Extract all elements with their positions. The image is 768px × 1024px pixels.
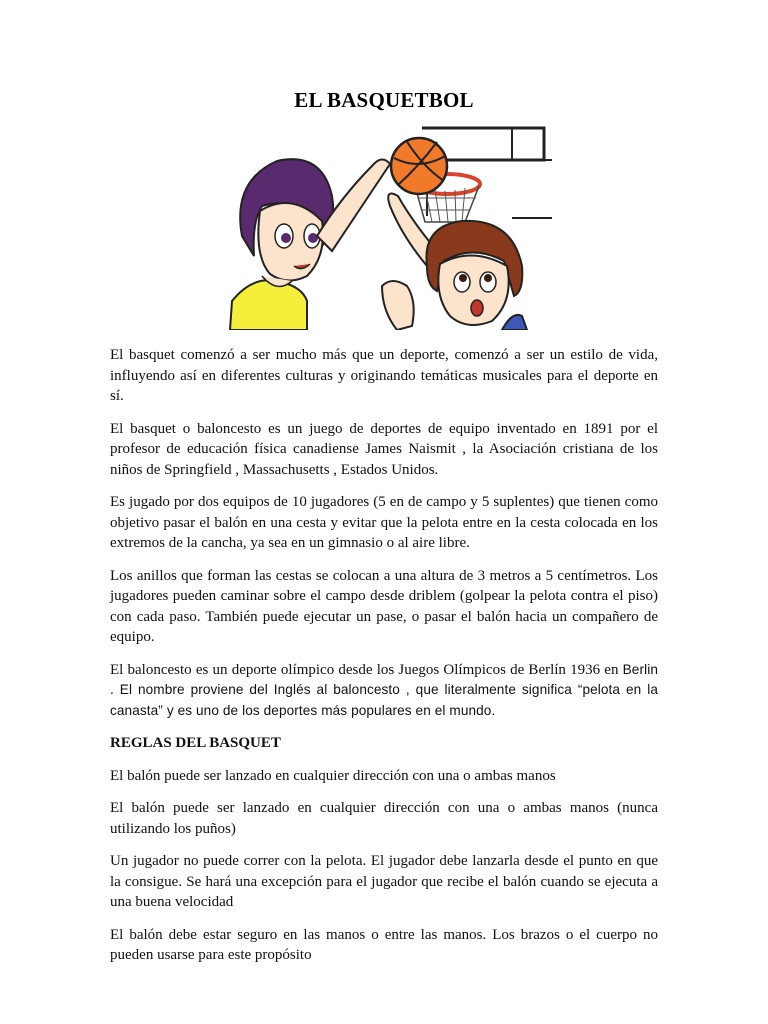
- paragraph-olympics-sans: Berlin . El nombre proviene del Inglés al baloncesto , que literalmente significa “pelota en la canasta” y es uno de los deportes más populares en el mundo.: [110, 661, 658, 718]
- rule-item: El balón puede ser lanzado en cualquier dirección con una o ambas manos (nunca utilizando los puños): [110, 800, 658, 837]
- rules-heading: REGLAS DEL BASQUET: [110, 735, 281, 751]
- document-title: EL BASQUETBOL: [294, 88, 474, 112]
- rule-item: El balón puede ser lanzado en cualquier dirección con una o ambas manos: [110, 767, 556, 784]
- paragraph-intro: El basquet comenzó a ser mucho más que un deporte, comenzó a ser un estilo de vida, influyendo así en diferentes culturas y originando temáticas musicales para el deporte en sí.: [110, 347, 658, 404]
- paragraph-teams: Es jugado por dos equipos de 10 jugadores (5 en de campo y 5 suplentes) que tienen como objetivo pasar el balón en una cesta y evitar que la pelota entre en la cesta colocada en los extremos de la cancha, ya sea en un gimnasio o al aire libre.: [110, 494, 658, 551]
- basketball-kids-illustration: [222, 126, 552, 330]
- paragraph-rings: Los anillos que forman las cestas se colocan a una altura de 3 metros a 5 centímetros. Los jugadores pueden caminar sobre el campo desde driblem (golpear la pelota contra el piso) con cada paso. También puede ejecutar un pase, o pasar el balón hacia un compañero de equipo.: [110, 567, 658, 645]
- document-body: [110, 345, 658, 978]
- rule-item: Un jugador no puede correr con la pelota. El jugador debe lanzarla desde el punto en que la consigue. Se hará una excepción para el jugador que recibe el balón cuando se ejecuta a una buena velocidad: [110, 853, 658, 910]
- paragraph-history: El basquet o baloncesto es un juego de deportes de equipo inventado en 1891 por el profesor de educación física canadiense James Naismit , la Asociación cristiana de los niños de Springfield , Massachusetts , Estados Unidos.: [110, 420, 658, 478]
- paragraph-olympics: [110, 660, 658, 722]
- rule-item: El balón debe estar seguro en las manos o entre las manos. Los brazos o el cuerpo no pueden usarse para este propósito: [110, 926, 658, 963]
- paragraph-olympics-serif: El baloncesto es un deporte olímpico desde los Juegos Olímpicos de Berlín 1936 en: [110, 661, 619, 678]
- basketball: [391, 138, 447, 194]
